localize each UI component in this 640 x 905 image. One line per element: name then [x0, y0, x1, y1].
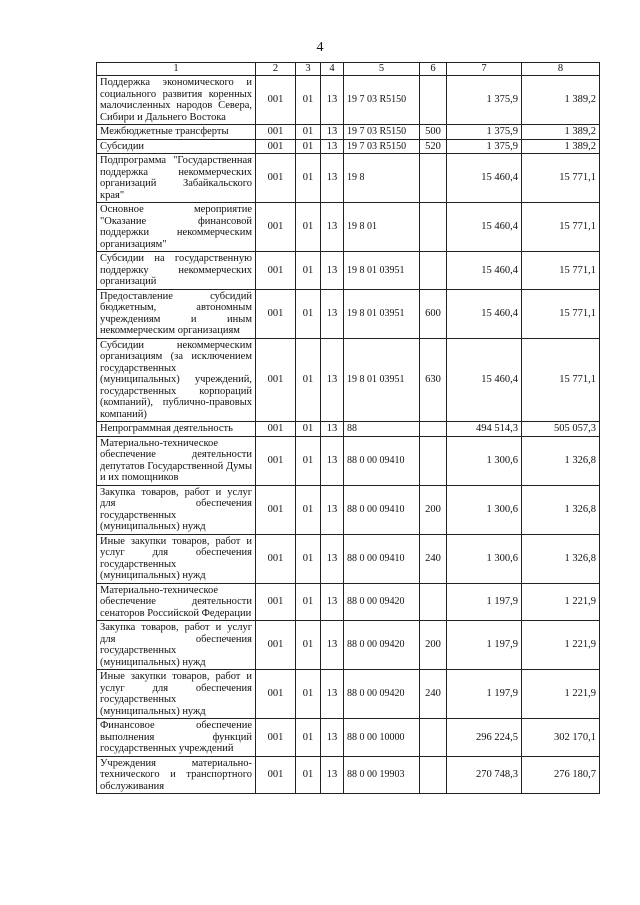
amount-year2-cell: 1 221,9: [522, 670, 600, 719]
amount-year2-cell: 1 389,2: [522, 76, 600, 125]
target-article-cell: 19 8 01 03951: [344, 338, 420, 422]
amount-year2-cell: 1 326,8: [522, 534, 600, 583]
ministry-code-cell: 001: [256, 154, 296, 203]
table-row: [97, 719, 600, 757]
table-row: [97, 670, 600, 719]
expense-type-cell: 520: [420, 139, 447, 154]
row-name-cell: Межбюджетные трансферты: [97, 125, 256, 140]
table-row: [97, 485, 600, 534]
subsection-cell: 13: [321, 621, 344, 670]
section-cell: 01: [296, 621, 321, 670]
table-header-row: [97, 63, 600, 76]
table-row: [97, 76, 600, 125]
section-cell: 01: [296, 125, 321, 140]
target-article-cell: 88 0 00 09410: [344, 485, 420, 534]
ministry-code-cell: 001: [256, 436, 296, 485]
row-name-cell: Предоставление субсидий бюджетным, автономным учреждениям и иным некоммерческим организациям: [97, 289, 256, 338]
ministry-code-cell: 001: [256, 583, 296, 621]
table-row: [97, 583, 600, 621]
row-name-cell: Основное мероприятие "Оказание финансовой поддержки некоммерческим организациям": [97, 203, 256, 252]
expense-type-cell: [420, 154, 447, 203]
target-article-cell: 88 0 00 10000: [344, 719, 420, 757]
section-cell: 01: [296, 338, 321, 422]
row-name-cell: Подпрограмма "Государственная поддержка некоммерческих организаций Забайкальского края": [97, 154, 256, 203]
subsection-cell: 13: [321, 289, 344, 338]
section-cell: 01: [296, 583, 321, 621]
subsection-cell: 13: [321, 719, 344, 757]
subsection-cell: 13: [321, 76, 344, 125]
row-name-cell: Финансовое обеспечение выполнения функций государственных учреждений: [97, 719, 256, 757]
target-article-cell: 19 7 03 R5150: [344, 125, 420, 140]
ministry-code-cell: 001: [256, 621, 296, 670]
table-row: [97, 436, 600, 485]
table-row: [97, 154, 600, 203]
row-name-cell: Субсидии: [97, 139, 256, 154]
expense-type-cell: 240: [420, 670, 447, 719]
ministry-code-cell: 001: [256, 485, 296, 534]
ministry-code-cell: 001: [256, 203, 296, 252]
row-name-cell: Материально-техническое обеспечение деятельности сенаторов Российской Федерации: [97, 583, 256, 621]
section-cell: 01: [296, 252, 321, 290]
expense-type-cell: 630: [420, 338, 447, 422]
target-article-cell: 88 0 00 09420: [344, 583, 420, 621]
target-article-cell: 88 0 00 19903: [344, 756, 420, 794]
row-name-cell: Непрограммная деятельность: [97, 422, 256, 437]
subsection-cell: 13: [321, 756, 344, 794]
amount-year1-cell: 1 375,9: [447, 139, 522, 154]
column-header: 2: [256, 63, 296, 76]
target-article-cell: 19 7 03 R5150: [344, 139, 420, 154]
amount-year2-cell: 1 221,9: [522, 621, 600, 670]
table-row: [97, 534, 600, 583]
ministry-code-cell: 001: [256, 338, 296, 422]
target-article-cell: 19 8 01: [344, 203, 420, 252]
row-name-cell: Учреждения материально-технического и транспортного обслуживания: [97, 756, 256, 794]
section-cell: 01: [296, 719, 321, 757]
section-cell: 01: [296, 422, 321, 437]
subsection-cell: 13: [321, 422, 344, 437]
target-article-cell: 19 8 01 03951: [344, 252, 420, 290]
subsection-cell: 13: [321, 436, 344, 485]
section-cell: 01: [296, 76, 321, 125]
expense-type-cell: [420, 422, 447, 437]
target-article-cell: 88 0 00 09410: [344, 436, 420, 485]
amount-year1-cell: 1 375,9: [447, 125, 522, 140]
column-header: 6: [420, 63, 447, 76]
amount-year2-cell: 15 771,1: [522, 203, 600, 252]
column-header: 5: [344, 63, 420, 76]
ministry-code-cell: 001: [256, 125, 296, 140]
row-name-cell: Иные закупки товаров, работ и услуг для обеспечения государственных (муниципальных) нужд: [97, 670, 256, 719]
amount-year1-cell: 1 197,9: [447, 583, 522, 621]
page-number: 4: [316, 40, 324, 55]
expense-type-cell: [420, 583, 447, 621]
subsection-cell: 13: [321, 139, 344, 154]
amount-year2-cell: 15 771,1: [522, 252, 600, 290]
amount-year2-cell: 15 771,1: [522, 289, 600, 338]
amount-year1-cell: 1 300,6: [447, 485, 522, 534]
table-row: [97, 252, 600, 290]
amount-year2-cell: 505 057,3: [522, 422, 600, 437]
expense-type-cell: [420, 203, 447, 252]
amount-year1-cell: 1 197,9: [447, 670, 522, 719]
section-cell: 01: [296, 289, 321, 338]
subsection-cell: 13: [321, 338, 344, 422]
row-name-cell: Субсидии на государственную поддержку некоммерческих организаций: [97, 252, 256, 290]
target-article-cell: 19 8: [344, 154, 420, 203]
table-row: [97, 338, 600, 422]
row-name-cell: Закупка товаров, работ и услуг для обеспечения государственных (муниципальных) нужд: [97, 621, 256, 670]
ministry-code-cell: 001: [256, 719, 296, 757]
amount-year1-cell: 15 460,4: [447, 338, 522, 422]
table-row: [97, 203, 600, 252]
expense-type-cell: 600: [420, 289, 447, 338]
table-row: [97, 289, 600, 338]
section-cell: 01: [296, 203, 321, 252]
amount-year2-cell: 15 771,1: [522, 338, 600, 422]
target-article-cell: 19 7 03 R5150: [344, 76, 420, 125]
expense-type-cell: 240: [420, 534, 447, 583]
row-name-cell: Материально-техническое обеспечение деятельности депутатов Государственной Думы и их помощников: [97, 436, 256, 485]
row-name-cell: Закупка товаров, работ и услуг для обеспечения государственных (муниципальных) нужд: [97, 485, 256, 534]
amount-year1-cell: 494 514,3: [447, 422, 522, 437]
expense-type-cell: [420, 76, 447, 125]
target-article-cell: 88: [344, 422, 420, 437]
subsection-cell: 13: [321, 125, 344, 140]
section-cell: 01: [296, 436, 321, 485]
expense-type-cell: [420, 252, 447, 290]
subsection-cell: 13: [321, 252, 344, 290]
section-cell: 01: [296, 154, 321, 203]
ministry-code-cell: 001: [256, 534, 296, 583]
amount-year2-cell: 1 326,8: [522, 485, 600, 534]
expense-type-cell: [420, 756, 447, 794]
column-header: 7: [447, 63, 522, 76]
budget-table: [96, 62, 600, 794]
expense-type-cell: 200: [420, 485, 447, 534]
ministry-code-cell: 001: [256, 139, 296, 154]
row-name-cell: Субсидии некоммерческим организациям (за исключением государственных (муниципальных) учреждений, государственных корпораций (компаний), публично-правовых компаний): [97, 338, 256, 422]
column-header: 4: [321, 63, 344, 76]
ministry-code-cell: 001: [256, 252, 296, 290]
target-article-cell: 88 0 00 09420: [344, 670, 420, 719]
section-cell: 01: [296, 534, 321, 583]
expense-type-cell: [420, 436, 447, 485]
section-cell: 01: [296, 756, 321, 794]
subsection-cell: 13: [321, 485, 344, 534]
amount-year1-cell: 270 748,3: [447, 756, 522, 794]
target-article-cell: 19 8 01 03951: [344, 289, 420, 338]
amount-year1-cell: 15 460,4: [447, 203, 522, 252]
amount-year2-cell: 1 221,9: [522, 583, 600, 621]
subsection-cell: 13: [321, 154, 344, 203]
expense-type-cell: 500: [420, 125, 447, 140]
row-name-cell: Поддержка экономического и социального развития коренных малочисленных народов Севера, Сибири и Дальнего Востока: [97, 76, 256, 125]
row-name-cell: Иные закупки товаров, работ и услуг для обеспечения государственных (муниципальных) нужд: [97, 534, 256, 583]
section-cell: 01: [296, 485, 321, 534]
amount-year2-cell: 1 389,2: [522, 139, 600, 154]
table-body: [97, 76, 600, 794]
expense-type-cell: 200: [420, 621, 447, 670]
subsection-cell: 13: [321, 670, 344, 719]
table-row: [97, 139, 600, 154]
amount-year2-cell: 302 170,1: [522, 719, 600, 757]
target-article-cell: 88 0 00 09420: [344, 621, 420, 670]
amount-year1-cell: 1 197,9: [447, 621, 522, 670]
amount-year2-cell: 1 389,2: [522, 125, 600, 140]
ministry-code-cell: 001: [256, 289, 296, 338]
subsection-cell: 13: [321, 583, 344, 621]
table-row: [97, 621, 600, 670]
table-row: [97, 125, 600, 140]
target-article-cell: 88 0 00 09410: [344, 534, 420, 583]
amount-year1-cell: 1 375,9: [447, 76, 522, 125]
table-row: [97, 422, 600, 437]
column-header: 1: [97, 63, 256, 76]
expense-type-cell: [420, 719, 447, 757]
column-header: 8: [522, 63, 600, 76]
amount-year2-cell: 1 326,8: [522, 436, 600, 485]
amount-year1-cell: 1 300,6: [447, 436, 522, 485]
ministry-code-cell: 001: [256, 76, 296, 125]
ministry-code-cell: 001: [256, 756, 296, 794]
amount-year1-cell: 1 300,6: [447, 534, 522, 583]
ministry-code-cell: 001: [256, 422, 296, 437]
subsection-cell: 13: [321, 203, 344, 252]
ministry-code-cell: 001: [256, 670, 296, 719]
table-row: [97, 756, 600, 794]
section-cell: 01: [296, 670, 321, 719]
amount-year1-cell: 15 460,4: [447, 252, 522, 290]
subsection-cell: 13: [321, 534, 344, 583]
section-cell: 01: [296, 139, 321, 154]
amount-year1-cell: 296 224,5: [447, 719, 522, 757]
amount-year2-cell: 15 771,1: [522, 154, 600, 203]
column-header: 3: [296, 63, 321, 76]
amount-year1-cell: 15 460,4: [447, 289, 522, 338]
amount-year2-cell: 276 180,7: [522, 756, 600, 794]
amount-year1-cell: 15 460,4: [447, 154, 522, 203]
